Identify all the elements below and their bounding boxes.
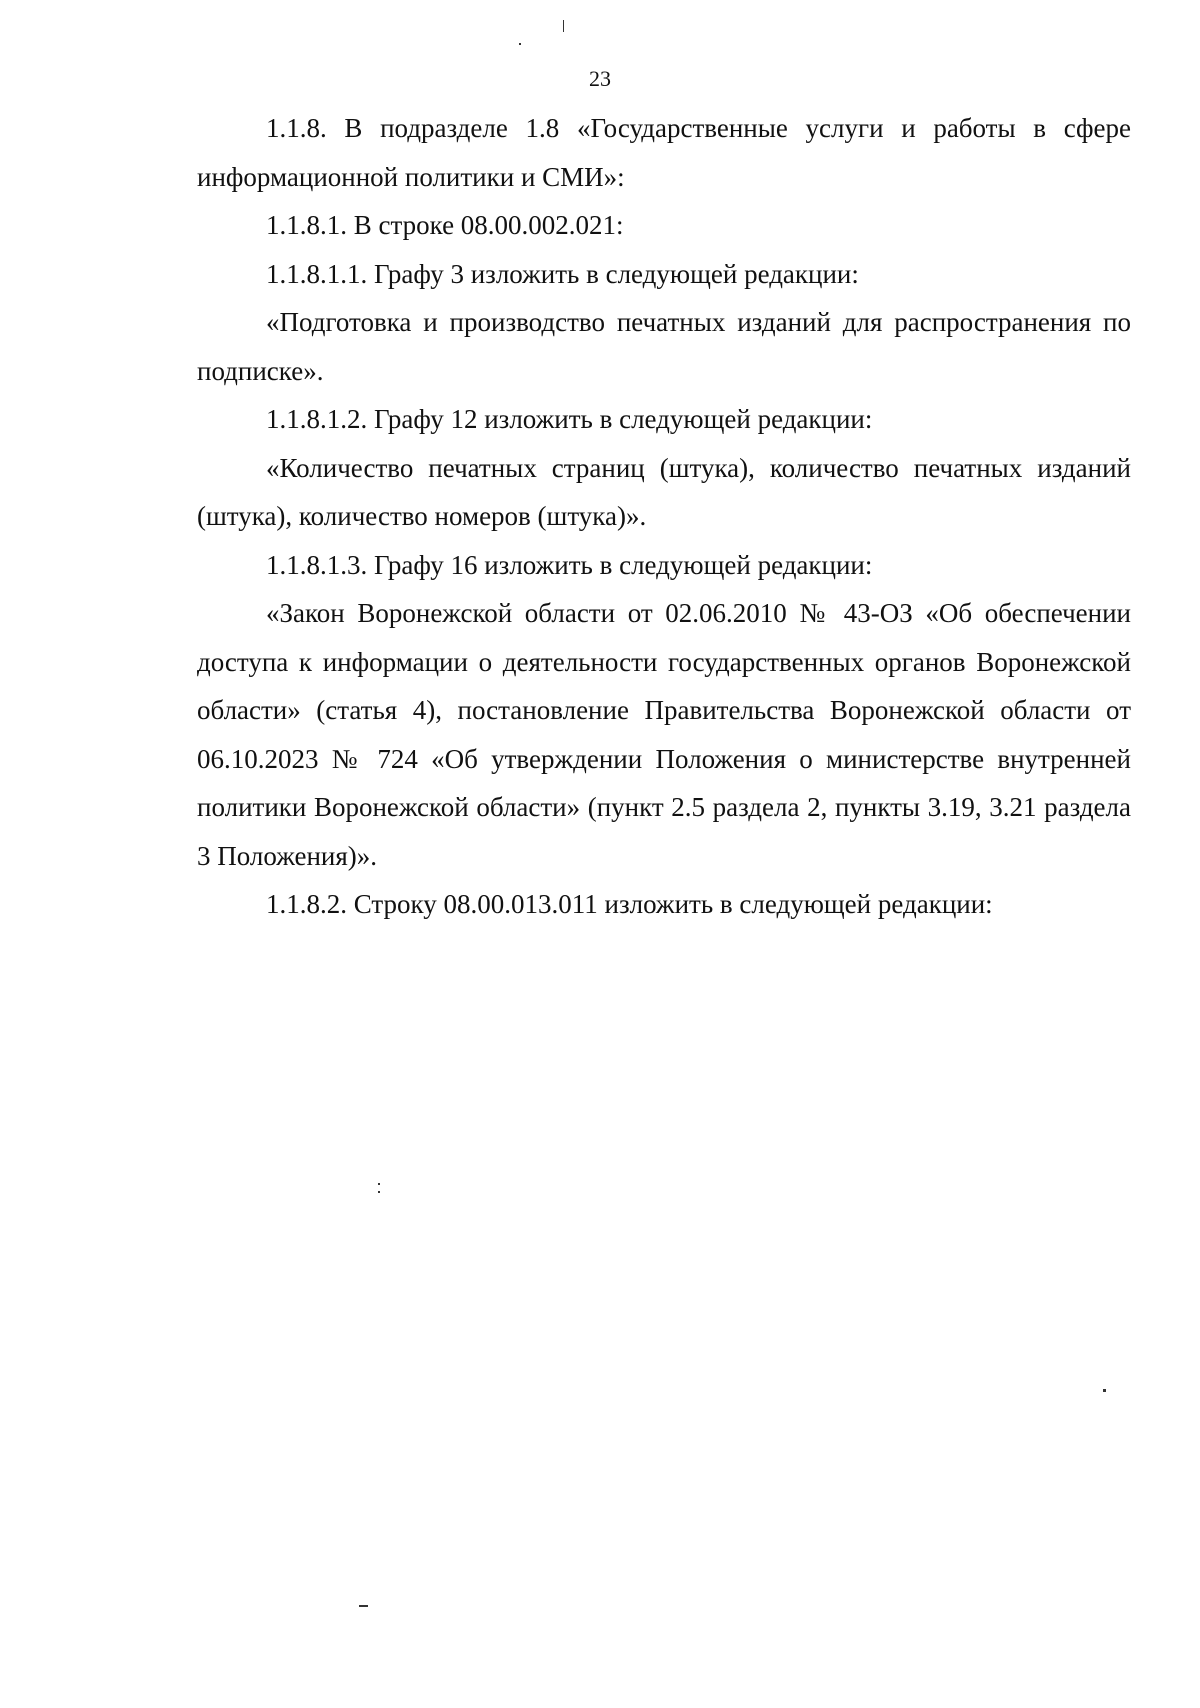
paragraph-1-1-8-1-2: 1.1.8.1.2. Графу 12 изложить в следующей редакции: (266, 404, 873, 434)
quote-column-3: «Подготовка и производство печатных изданий для распространения по подписке». (197, 307, 1131, 386)
document-body (197, 104, 1131, 929)
page-number: 23 (589, 66, 611, 91)
paragraph-1-1-8-1-1: 1.1.8.1.1. Графу 3 изложить в следующей редакции: (266, 258, 859, 289)
scan-speck (378, 1191, 380, 1193)
scan-speck (563, 20, 564, 32)
paragraph-1-1-8-2: 1.1.8.2. Строку 08.00.013.011 изложить в следующей редакции: (266, 889, 993, 919)
scan-speck (519, 43, 521, 45)
scan-speck (359, 1605, 368, 1607)
paragraph-1-1-8-1-3: 1.1.8.1.3. Графу 16 изложить в следующей редакции: (266, 549, 873, 580)
paragraph-1-1-8-1: 1.1.8.1. В строке 08.00.002.021: (266, 210, 624, 240)
quote-column-16: «Закон Воронежской области от 02.06.2010 № 43-ОЗ «Об обеспечении доступа к информации о деятельности государственных органов Воронежской области» (статья 4), постановление Правительства Воронежской области от 06.10.2023 № 724 «Об утверждении Положения о министерстве внутренней политики Воронежской области» (пункт 2.5 раздела 2, пункты 3.19, 3.21 раздела 3 Положения)». (197, 598, 1131, 871)
quote-column-12: «Количество печатных страниц (штука), количество печатных изданий (штука), количество номеров (штука)». (197, 452, 1131, 531)
scan-speck (1103, 1389, 1106, 1392)
scan-speck (378, 1183, 380, 1185)
paragraph-1-1-8: 1.1.8. В подразделе 1.8 «Государственные услуги и работы в сфере информационной политики и СМИ»: (197, 113, 1131, 192)
